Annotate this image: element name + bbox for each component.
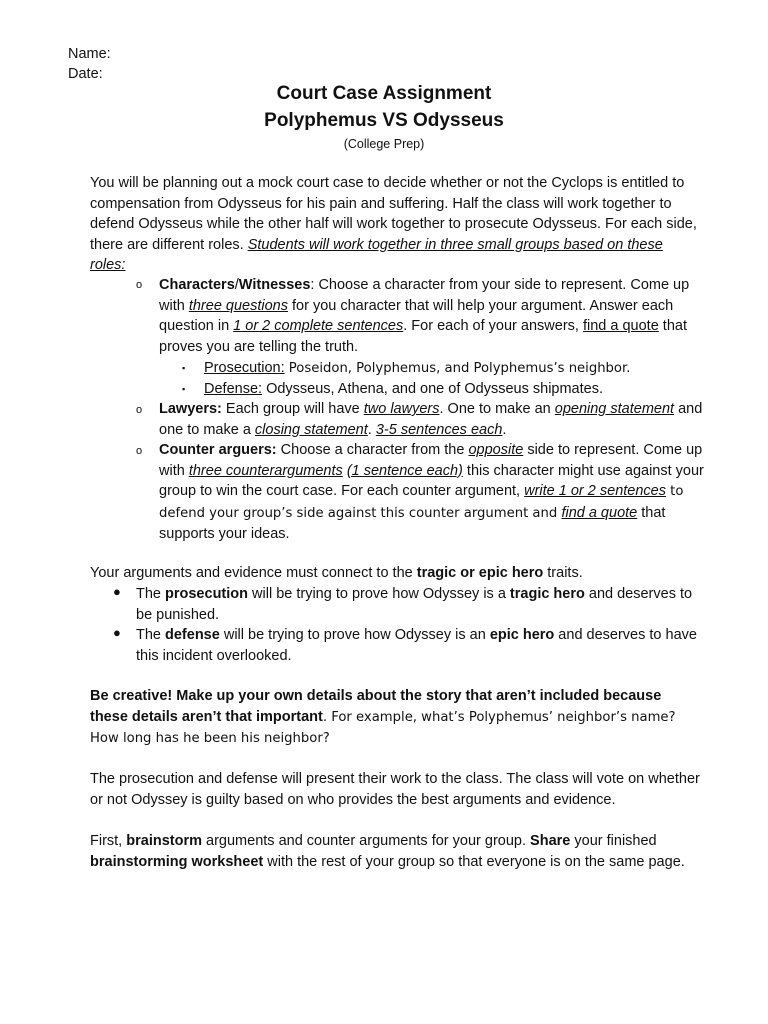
text-run: Counter arguers: bbox=[159, 442, 277, 458]
intro-emphasis: Students will work together in three small groups based on these roles: bbox=[90, 236, 663, 274]
text-run: . For each of your answers, bbox=[403, 318, 583, 335]
text-run: arguments and counter arguments for your group. bbox=[202, 833, 531, 849]
text-run: Choose a character from the bbox=[276, 442, 469, 458]
text-run: that supports your ideas. bbox=[159, 504, 666, 543]
subitem-marker: ▪ bbox=[182, 384, 186, 394]
text-run: three counterarguments bbox=[188, 462, 343, 479]
role-counter-arguers bbox=[159, 440, 707, 545]
subitem-defense bbox=[204, 379, 603, 400]
text-run: two lawyers bbox=[363, 401, 440, 417]
bullet-marker: ● bbox=[113, 584, 121, 599]
text-run: and one to make a bbox=[159, 401, 703, 438]
text-run: Be creative! Make up your own details about the story that aren’t included because these details aren’t that important bbox=[90, 688, 662, 725]
bullet-marker: ● bbox=[113, 625, 121, 640]
prosecution-label: Prosecution: bbox=[204, 360, 285, 376]
role-characters-witnesses bbox=[159, 275, 707, 357]
subitem-marker: ▪ bbox=[182, 363, 186, 373]
text-run: Characters bbox=[159, 277, 235, 293]
text-run: traits. bbox=[543, 565, 583, 581]
role-marker: o bbox=[136, 445, 143, 457]
traits-intro bbox=[90, 563, 702, 584]
role-marker: o bbox=[136, 404, 143, 416]
text-run: find a quote bbox=[561, 504, 638, 521]
intro-paragraph bbox=[90, 173, 702, 276]
text-run: for you character that will help your argument. Answer each question in bbox=[159, 297, 674, 335]
text-run: Lawyers: bbox=[159, 401, 222, 417]
text-run: tragic hero bbox=[509, 586, 585, 602]
text-run: First, bbox=[90, 833, 127, 849]
brainstorm-paragraph bbox=[90, 831, 702, 872]
text-run: Each group will have bbox=[221, 401, 364, 417]
text-run: : Choose a character from your side to represent. Come up with bbox=[159, 277, 690, 314]
text-run: tragic or epic hero bbox=[416, 565, 544, 581]
text-run: your finished bbox=[570, 833, 657, 849]
subitem-prosecution bbox=[204, 358, 630, 380]
text-run: write 1 or 2 sentences bbox=[524, 483, 666, 500]
text-run: The bbox=[136, 627, 166, 643]
text-run: . One to make an bbox=[439, 401, 555, 417]
text-run: Share bbox=[530, 833, 571, 849]
text-run: (1 sentence each) bbox=[346, 462, 463, 479]
text-run: . bbox=[502, 421, 507, 438]
text-run: Witnesses bbox=[238, 277, 311, 293]
text-run: this character might use against your group to win the court case. For each counter argument, bbox=[159, 462, 704, 500]
date-label: Date: bbox=[68, 66, 103, 82]
defense-label: Defense: bbox=[204, 381, 263, 397]
text-run: . bbox=[367, 421, 376, 438]
prosecution-text: Poseidon, Polyphemus, and Polyphemus’s neighbor. bbox=[284, 361, 631, 376]
defense-text: Odysseus, Athena, and one of Odysseus shipmates. bbox=[262, 381, 603, 397]
text-run: with the rest of your group so that everyone is on the same page. bbox=[263, 853, 685, 870]
text-run: opposite bbox=[468, 442, 524, 458]
text-run: . For example, what’s Polyphemus’ neighbor’s name? How long has he been his neighbor? bbox=[90, 709, 676, 747]
role-lawyers bbox=[159, 399, 707, 440]
bullet-prosecution bbox=[136, 584, 708, 625]
name-label: Name: bbox=[68, 46, 111, 62]
text-run: brainstorm bbox=[126, 833, 202, 849]
assignment-title: Court Case Assignment bbox=[276, 83, 492, 104]
text-run: closing statement bbox=[254, 421, 368, 438]
intro-text: You will be planning out a mock court case to decide whether or not the Cyclops is entitled to compensation from Odysseus for his pain and suffering. Half the class will work together to defend Odysseus while the other half will work together to prosecute Odysseus. For each side, there are different roles. bbox=[90, 175, 697, 253]
text-run: epic hero bbox=[489, 627, 555, 643]
text-run: 1 or 2 complete sentences bbox=[233, 318, 404, 335]
text-run: and deserves to have this incident overlooked. bbox=[136, 627, 697, 664]
role-marker: o bbox=[136, 279, 143, 291]
bullet-defense bbox=[136, 625, 708, 666]
text-run: that proves you are telling the truth. bbox=[159, 318, 687, 355]
text-run: and deserves to be punished. bbox=[136, 586, 693, 623]
course-level: (College Prep) bbox=[343, 137, 425, 151]
creative-paragraph bbox=[90, 686, 702, 750]
text-run: 3-5 sentences each bbox=[375, 421, 503, 438]
text-run: opening statement bbox=[554, 401, 675, 417]
text-run: to defend your group’s side against this counter argument and bbox=[159, 484, 684, 521]
text-run: will be trying to prove how Odyssey is a bbox=[248, 586, 510, 602]
text-run: will be trying to prove how Odyssey is an bbox=[219, 627, 490, 643]
text-run: Your arguments and evidence must connect to the bbox=[90, 565, 417, 581]
text-run: side to represent. Come up with bbox=[159, 442, 703, 479]
text-run: prosecution bbox=[165, 586, 248, 602]
text-run: The bbox=[136, 586, 166, 602]
text-run: defense bbox=[165, 627, 220, 643]
text-run: brainstorming worksheet bbox=[90, 853, 264, 870]
text-run: find a quote bbox=[582, 318, 659, 335]
text-run: / bbox=[234, 277, 239, 293]
text-run: three questions bbox=[188, 297, 288, 314]
presentation-paragraph: The prosecution and defense will present their work to the class. The class will vote on whether or not Odyssey is guilty based on who provides the best arguments and evidence. bbox=[90, 771, 700, 808]
assignment-subtitle: Polyphemus VS Odysseus bbox=[264, 110, 504, 131]
